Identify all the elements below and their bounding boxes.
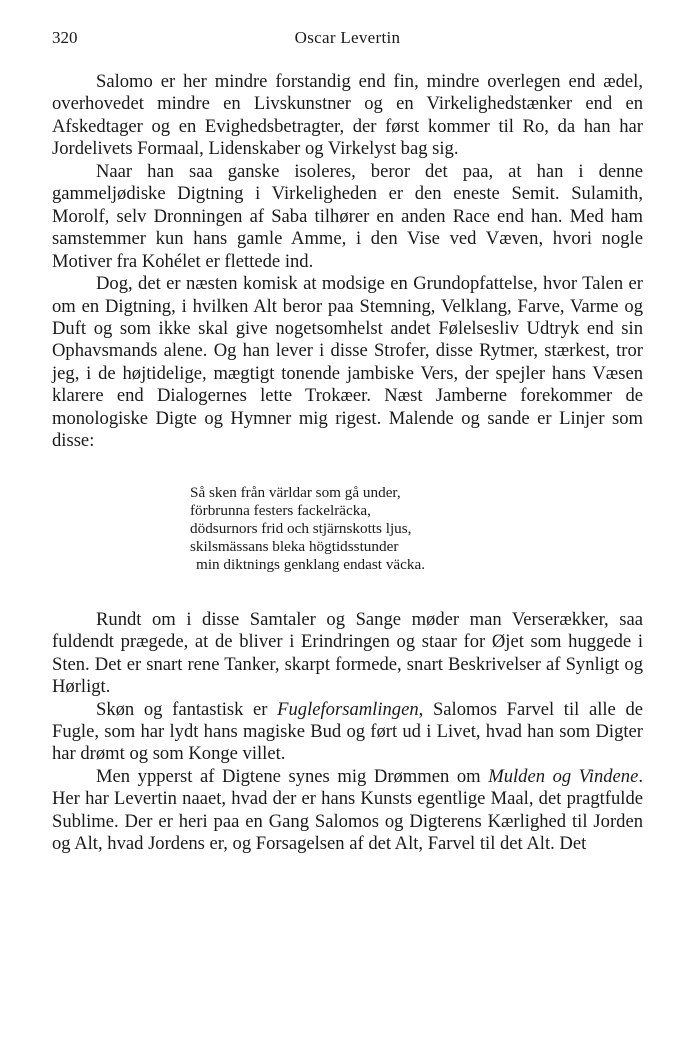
running-title: Oscar Levertin (294, 28, 401, 47)
paragraph: Naar han saa ganske isoleres, beror det paa, at han i denne gammeljødiske Digtning i Virkeligheden er den eneste Semit. Sulamith, Morolf, selv Dronningen af Saba tilhører en anden Race end han. Med ham samstemmer kun hans gamle Amme, i den Vise ved Væven, hvori nogle Motiver fra Kohélet er flettede ind. (52, 160, 643, 272)
poem-line: dödsurnors frid och stjärnskotts ljus, (190, 519, 412, 537)
body-text (52, 71, 643, 856)
italic-title: Fugleforsamlingen (277, 698, 419, 720)
text-run: . Her har Levertin naaet, hvad der er hans Kunsts egentlige Maal, det pragtfulde Sublime. Der er heri paa en Gang Salomos og Digterens Kærlighed til Jorden og Alt, hvad Jordens er, og Forsagelsen af det Alt, Farvel til det Alt. Det (52, 765, 643, 855)
poem-line: min diktnings genklang endast väcka. (196, 555, 426, 573)
poem-line: Så sken från världar som gå under, (190, 483, 401, 501)
paragraph (52, 699, 643, 766)
text-run: Men ypperst af Digtene synes mig Drømmen om (96, 765, 489, 787)
paragraph: Dog, det er næsten komisk at modsige en Grundopfattelse, hvor Talen er om en Digtning, i hvilken Alt beror paa Stemning, Velklang, Farve, Varme og Duft og som ikke skal give nogetsomhelst andet Følelsesliv Udtryk end sin Ophavsmands alene. Og han lever i disse Strofer, disse Rytmer, stærkest, tror jeg, i de højtidelige, mægtigt tonende jambiske Vers, der spejler hans Væsen klarere end Dialogernes lette Trokæer. Næst Jamberne forekommer de monologiske Digte og Hymner mig rigest. Malende og sande er Linjer som disse: (52, 273, 643, 452)
poem-line: förbrunna festers fackelräcka, (190, 501, 371, 519)
poem-line: skilsmässans bleka högtidsstunder (190, 537, 399, 555)
after-poem-text (52, 609, 643, 856)
paragraph: Salomo er her mindre forstandig end fin, mindre overlegen end ædel, overhovedet mindre en Livskunstner og en Virkelighedstænker end en Afskedtager og en Evighedsbetragter, der først kommer til Ro, da han har Jordelivets Formaal, Lidenskaber og Virkelyst bag sig. (52, 71, 643, 160)
paragraph (52, 766, 643, 856)
italic-title: Mulden og Vindene (488, 765, 639, 787)
page-number: 320 (52, 28, 78, 47)
running-head (52, 28, 643, 54)
paragraph: Rundt om i disse Samtaler og Sange møder man Verserækker, saa fuldendt prægede, at de bliver i Erindringen og staar for Øjet som huggede i Sten. Det er snart rene Tanker, skarpt formede, snart Beskrivelser af Synligt og Hørligt. (52, 608, 643, 698)
poem-quote (190, 484, 643, 574)
text-run: Skøn og fantastisk er (96, 698, 278, 720)
text-run: , Salomos Farvel til alle de Fugle, som har lydt hans magiske Bud og ført ud i Livet, hvad han som Digter har drømt og som Konge villet. (52, 698, 643, 765)
book-page (52, 28, 643, 856)
